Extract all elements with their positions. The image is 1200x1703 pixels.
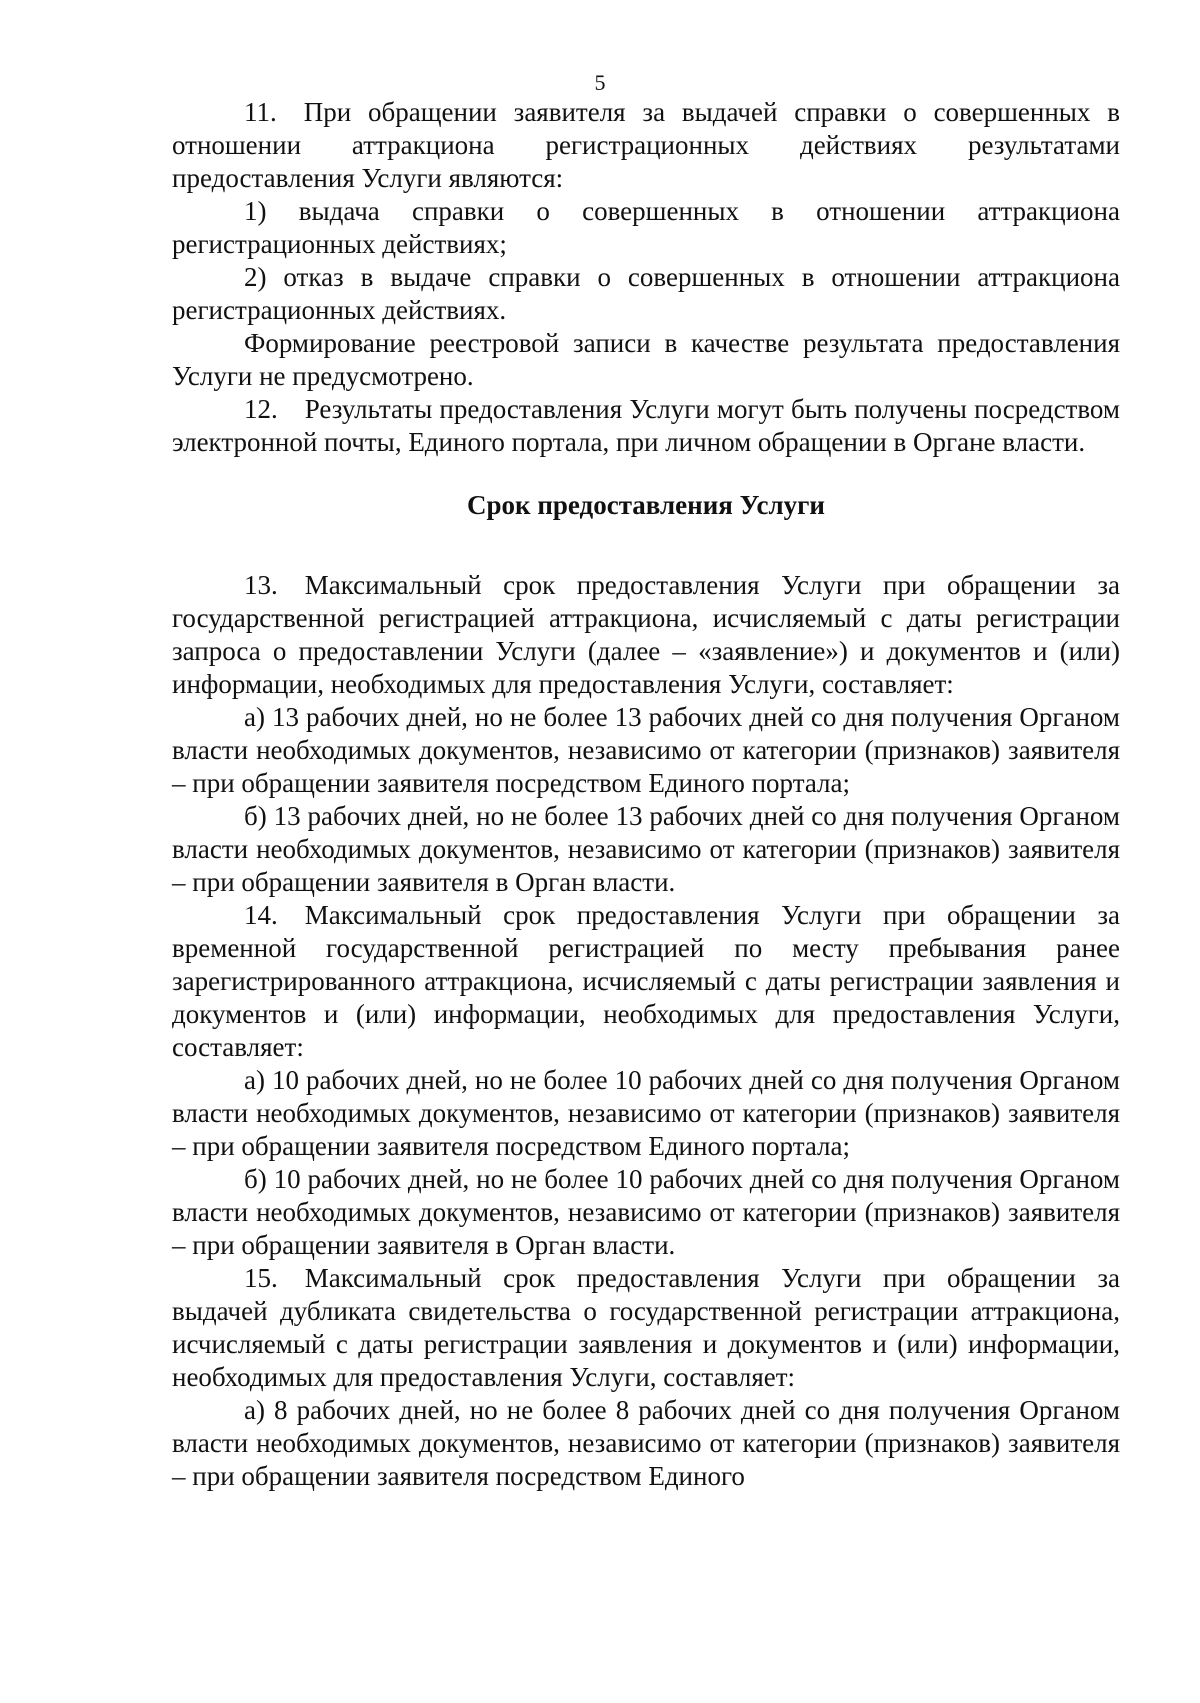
paragraph-13-item-a: а) 13 рабочих дней, но не более 13 рабочих дней со дня получения Органом власти необходимых документов, независимо от категории (признаков) заявителя – при обращении заявителя посредством Единого портала; bbox=[172, 702, 1120, 798]
paragraph-13-item-b: б) 13 рабочих дней, но не более 13 рабочих дней со дня получения Органом власти необходимых документов, независимо от категории (признаков) заявителя – при обращении заявителя в Орган власти. bbox=[172, 801, 1120, 897]
paragraph-14-item-b: б) 10 рабочих дней, но не более 10 рабочих дней со дня получения Органом власти необходимых документов, независимо от категории (признаков) заявителя – при обращении заявителя в Орган власти. bbox=[172, 1164, 1120, 1260]
paragraph-11: 11. При обращении заявителя за выдачей справки о совершенных в отношении аттракциона регистрационных действиях результатами предоставления Услуги являются: bbox=[172, 97, 1120, 193]
paragraph-11-note: Формирование реестровой записи в качестве результата предоставления Услуги не предусмотрено. bbox=[172, 328, 1120, 391]
paragraph-15: 15. Максимальный срок предоставления Услуги при обращении за выдачей дубликата свидетельства о государственной регистрации аттракциона, исчисляемый с даты регистрации заявления и документов и (или) информации, необходимых для предоставления Услуги, составляет: bbox=[172, 1263, 1120, 1392]
document-body bbox=[172, 96, 1120, 1493]
paragraph-11-item-2: 2) отказ в выдаче справки о совершенных в отношении аттракциона регистрационных действиях. bbox=[172, 262, 1120, 325]
section-heading: Срок предоставления Услуги bbox=[467, 490, 825, 520]
paragraph-15-item-a: а) 8 рабочих дней, но не более 8 рабочих дней со дня получения Органом власти необходимых документов, независимо от категории (признаков) заявителя – при обращении заявителя посредством Единого bbox=[172, 1395, 1120, 1491]
paragraph-11-item-1: 1) выдача справки о совершенных в отношении аттракциона регистрационных действиях; bbox=[172, 196, 1120, 259]
paragraph-12: 12. Результаты предоставления Услуги могут быть получены посредством электронной почты, Единого портала, при личном обращении в Органе власти. bbox=[172, 394, 1120, 457]
paragraph-14: 14. Максимальный срок предоставления Услуги при обращении за временной государственной регистрацией по месту пребывания ранее зарегистрированного аттракциона, исчисляемый с даты регистрации заявления и документов и (или) информации, необходимых для предоставления Услуги, составляет: bbox=[172, 900, 1120, 1062]
page-number: 5 bbox=[594, 70, 606, 95]
paragraph-14-item-a: а) 10 рабочих дней, но не более 10 рабочих дней со дня получения Органом власти необходимых документов, независимо от категории (признаков) заявителя – при обращении заявителя посредством Единого портала; bbox=[172, 1065, 1120, 1161]
paragraph-13: 13. Максимальный срок предоставления Услуги при обращении за государственной регистрацией аттракциона, исчисляемый с даты регистрации запроса о предоставлении Услуги (далее – «заявление») и документов и (или) информации, необходимых для предоставления Услуги, составляет: bbox=[172, 570, 1120, 699]
